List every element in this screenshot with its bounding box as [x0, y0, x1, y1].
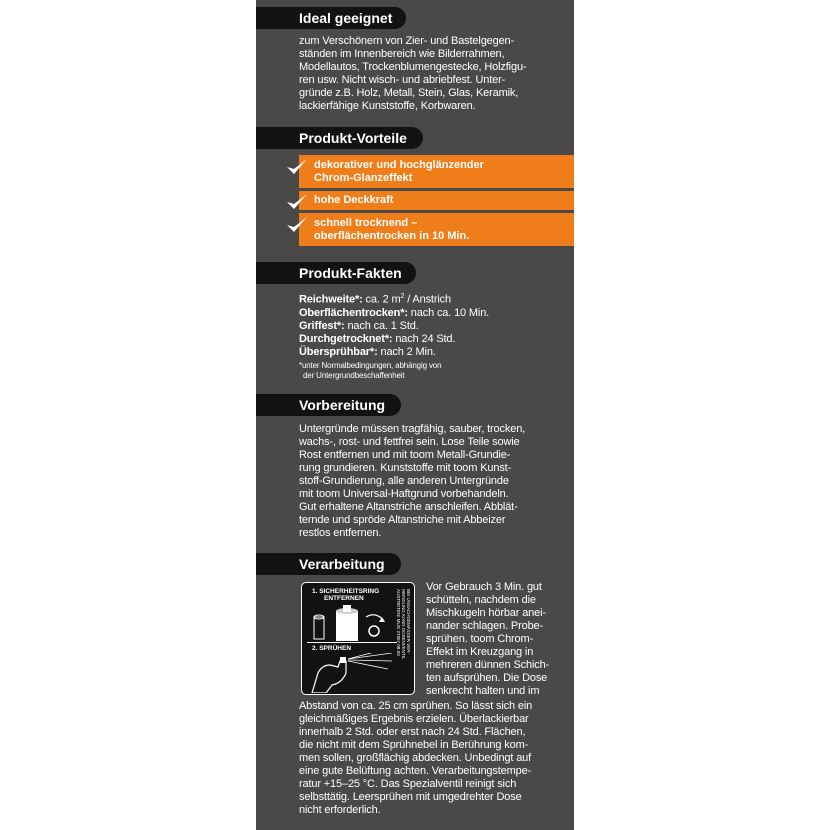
- text-line: selbsttätig. Leersprühen mit umgedrehter Dose: [299, 791, 522, 803]
- text-line: nander schlagen. Probe-: [426, 620, 544, 632]
- fact-value: nach ca. 1 Std.: [344, 319, 419, 332]
- benefit-line: schnell trocknend –: [314, 217, 418, 229]
- text-line: gleichmäßiges Ergebnis erzielen. Überlackierbar: [299, 713, 529, 725]
- text-line: sprühen. toom Chrom-: [426, 633, 534, 645]
- section-header-ideal: [256, 7, 406, 29]
- text-line: Mischkugeln hörbar anei-: [426, 607, 546, 619]
- text-line: nicht erforderlich.: [299, 804, 381, 816]
- fact-row: [299, 307, 489, 320]
- product-info-panel: [256, 0, 574, 830]
- text-line: schütteln, nachdem die: [426, 594, 536, 606]
- text-line: ten aufsprühen. Die Dose: [426, 672, 548, 684]
- checkmark-icon: [286, 158, 308, 176]
- fact-label: Übersprühbar*:: [299, 345, 378, 358]
- text-line: zum Verschönern von Zier- und Bastelgegen-: [299, 35, 515, 47]
- text-line: Untergründe müssen tragfähig, sauber, trocken,: [299, 423, 526, 435]
- verarbeitung-text: [299, 700, 532, 817]
- benefit-line: oberflächentrocken in 10 Min.: [314, 230, 470, 242]
- section-title: Produkt-Fakten: [299, 265, 402, 281]
- section-header-fakten: [256, 262, 416, 284]
- verarbeitung-side-text: [426, 581, 549, 698]
- text-line: rung grundieren. Kunststoffe mit toom Kunst-: [299, 462, 512, 474]
- fact-value: nach 2 Min.: [377, 345, 436, 358]
- benefit-item: [299, 213, 574, 246]
- section-title: Produkt-Vorteile: [299, 130, 407, 146]
- pictogram-warning-line: WENDUNG KANN DOSENVENTIL: [401, 589, 406, 660]
- fact-value: ca. 2 m: [362, 293, 401, 306]
- text-line: Abstand von ca. 25 cm sprühen. So lässt sich ein: [299, 700, 533, 712]
- fact-sup: 2: [400, 293, 405, 300]
- fact-label: Oberflächentrocken*:: [299, 306, 408, 319]
- spray-can-icon: [306, 603, 392, 641]
- checkmark-icon: [286, 216, 308, 234]
- text-line: Effekt im Kreuzgang in: [426, 646, 534, 658]
- vorbereitung-text: [299, 423, 525, 540]
- fact-row: [299, 290, 489, 307]
- section-header-verarbeitung: [256, 553, 401, 575]
- spray-hand-icon: [308, 653, 394, 693]
- text-line: Vor Gebrauch 3 Min. gut: [426, 581, 542, 593]
- text-line: ständen im Innenbereich wie Bilderrahmen,: [299, 48, 505, 60]
- text-line: senkrecht halten und im: [426, 685, 540, 697]
- section-header-vorbereitung: [256, 394, 401, 416]
- text-line: gründe z.B. Holz, Metall, Stein, Glas, Keramik,: [299, 87, 519, 99]
- pictogram-step1-line: 1. SICHERHEITSRING: [312, 588, 380, 595]
- text-line: eine gute Belüftung achten. Verarbeitungstempe-: [299, 765, 532, 777]
- text-line: wachs-, rost- und fettfrei sein. Lose Teile sowie: [299, 436, 520, 448]
- section-title: Vorbereitung: [299, 397, 386, 413]
- pictogram-divider: [307, 642, 397, 643]
- text-line: men sollen, großflächig abdecken. Unbedingt auf: [299, 752, 532, 764]
- checkmark-icon: [286, 193, 308, 211]
- ideal-text: [299, 35, 526, 113]
- benefit-line: hohe Deckkraft: [314, 194, 394, 206]
- footnote: [299, 361, 441, 381]
- pictogram-warning-line: AUSTRETEN! MUG 27957 08-03: [396, 589, 401, 656]
- text-line: ren usw. Nicht wisch- und abriebfest. Unter-: [299, 74, 506, 86]
- text-line: die nicht mit dem Sprühnebel in Berührung kom-: [299, 739, 529, 751]
- text-line: mit toom Universal-Haftgrund vorbehandeln.: [299, 488, 509, 500]
- section-header-vorteile: [256, 127, 423, 149]
- pictogram-warning-line: BEI UNSACHGEMÄSSER VER-: [406, 589, 411, 655]
- fact-label: Reichweite*:: [299, 293, 363, 306]
- benefit-line: Chrom-Glanzeffekt: [314, 172, 413, 184]
- fact-row: [299, 320, 489, 333]
- pictogram-step2: 2. SPRÜHEN: [312, 645, 352, 652]
- benefit-item: [299, 191, 574, 210]
- fact-row: [299, 346, 489, 359]
- text-line: ternde und spröde Altanstriche mit Abbeizer: [299, 514, 506, 526]
- section-title: Verarbeitung: [299, 556, 385, 572]
- benefit-item: [299, 155, 574, 188]
- fact-row: [299, 333, 489, 346]
- facts-list: [299, 290, 489, 359]
- pictogram-step1-line: ENTFERNEN: [324, 595, 364, 602]
- text-line: Modellautos, Trockenblumengestecke, Holzfigu-: [299, 61, 527, 73]
- fact-label: Durchgetrocknet*:: [299, 332, 393, 345]
- text-line: innerhalb 2 Std. oder erst nach 24 Std. Flächen,: [299, 726, 526, 738]
- footnote-line: der Untergrundbeschaffenheit: [303, 371, 405, 380]
- text-line: mehreren dünnen Schich-: [426, 659, 550, 671]
- footnote-line: *unter Normalbedingungen, abhängig von: [299, 361, 442, 370]
- text-line: stoff-Grundierung, alle anderen Untergründe: [299, 475, 509, 487]
- fact-value: nach 24 Std.: [392, 332, 456, 345]
- section-title: Ideal geeignet: [299, 10, 393, 26]
- benefit-line: dekorativer und hochglänzender: [314, 159, 484, 171]
- text-line: lackierfähige Kunststoffe, Korbwaren.: [299, 100, 476, 112]
- text-line: Rost entfernen und mit toom Metall-Grundie-: [299, 449, 511, 461]
- fact-value: nach ca. 10 Min.: [407, 306, 490, 319]
- usage-pictogram: [301, 582, 415, 695]
- text-line: restlos entfernen.: [299, 527, 382, 539]
- text-line: ratur +15–25 °C. Das Spezialventil reinigt sich: [299, 778, 517, 790]
- text-line: Gut erhaltene Altanstriche anschleifen. Abblät-: [299, 501, 518, 513]
- fact-rest: / Anstrich: [404, 293, 451, 306]
- fact-label: Griffest*:: [299, 319, 345, 332]
